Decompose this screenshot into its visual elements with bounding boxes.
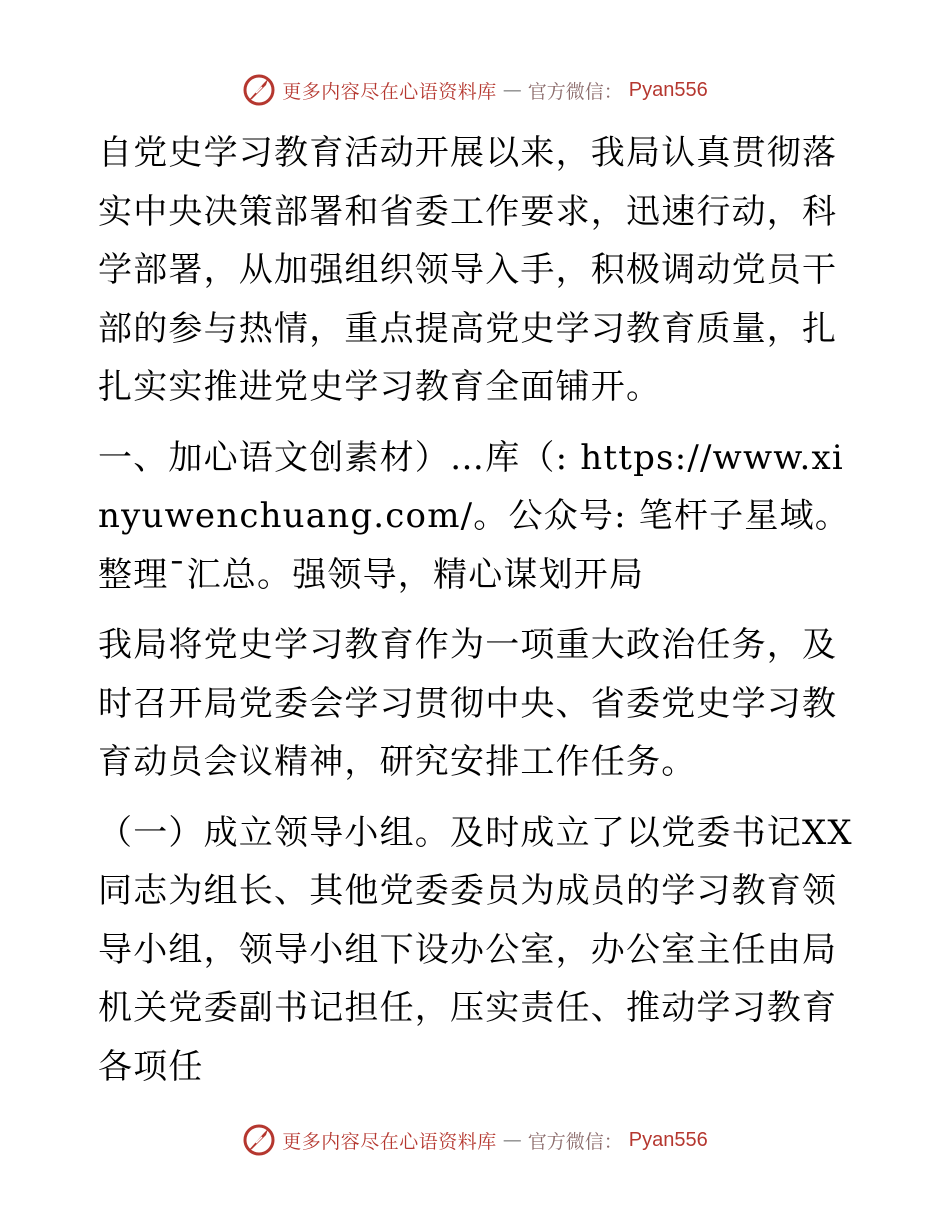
document-body xyxy=(98,124,858,1096)
footer-banner-inner xyxy=(242,1123,708,1157)
quill-pen-circle-icon xyxy=(242,73,276,107)
footer-wechat-label: 官方微信： xyxy=(527,1130,623,1153)
footer-banner xyxy=(0,1120,950,1160)
footer-wechat-id: Pyan556 xyxy=(628,1128,708,1151)
footer-separator: — xyxy=(502,1129,522,1151)
paragraph-intro: 自党史学习教育活动开展以来，我局认真贯彻落实中央决策部署和省委工作要求，迅速行动，科学部署，从加强组织领导入手，积极调动党员干部的参与热情，重点提高党史学习教育质量，扎扎实实推进党史学习教育全面铺开。 xyxy=(98,133,838,407)
paragraph-section-one-heading: 一、加心语文创素材）…库（: https://www.xinyuwenchuang.com/。公众号: 笔杆子星域。整理¯汇总。强领导，精心谋划开局 xyxy=(98,437,850,595)
paragraph-subsection-one: （一）成立领导小组。及时成立了以党委书记XX同志为组长、其他党委委员为成员的学习教育领导小组，领导小组下设办公室，办公室主任由局机关党委副书记担任，压实责任、推动学习教育各项任 xyxy=(98,812,853,1087)
header-banner-inner xyxy=(242,73,708,107)
quill-pen-circle-icon xyxy=(242,1123,276,1157)
header-wechat-id: Pyan556 xyxy=(628,78,708,101)
header-banner xyxy=(0,70,950,110)
header-brand-text: 更多内容尽在心语资料库 xyxy=(282,80,497,103)
paragraph-section-one-body: 我局将党史学习教育作为一项重大政治任务，及时召开局党委会学习贯彻中央、省委党史学习教育动员会议精神，研究安排工作任务。 xyxy=(98,625,838,782)
footer-brand-text: 更多内容尽在心语资料库 xyxy=(282,1130,497,1153)
header-separator: — xyxy=(502,79,522,101)
header-wechat-label: 官方微信： xyxy=(527,80,623,103)
